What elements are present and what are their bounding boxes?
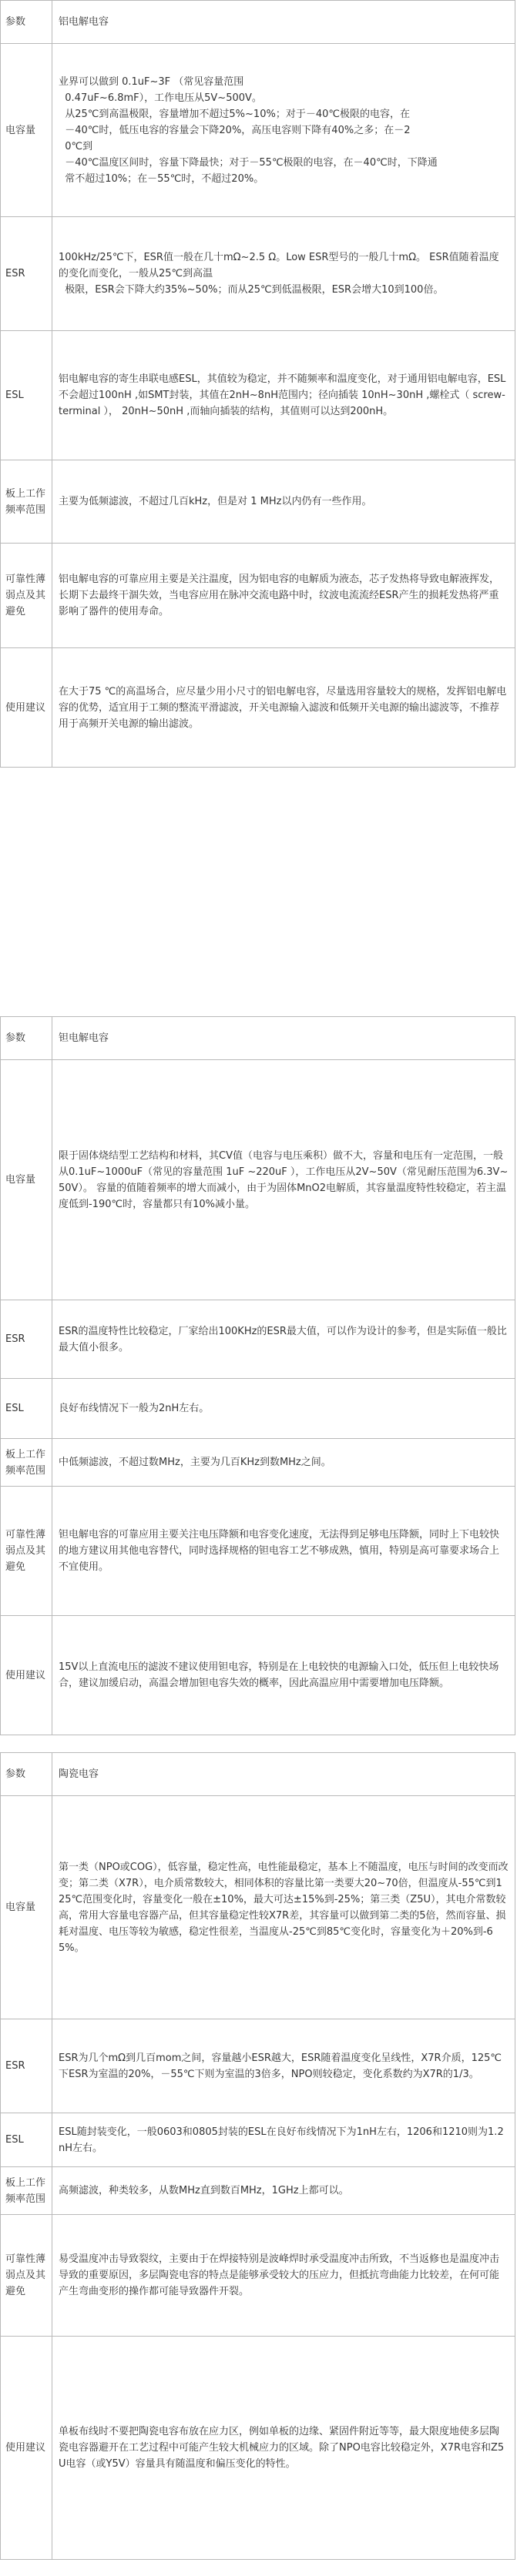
row-value: ESR的温度特性比较稳定，厂家给出100KHz的ESR最大值，可以作为设计的参考，但是实际值一般比最大值小很多。 <box>52 1300 515 1379</box>
row-value: 铝电解电容的可靠应用主要是关注温度，因为铝电容的电解质为液态，芯子发热将导致电解液挥发，长期下去最终干涸失效，当电容应用在脉冲交流电路中时，纹波电流流经ESR产生的损耗发热将严重影响了器件的使用寿命。 <box>52 544 515 648</box>
table-row <box>1 1300 515 1379</box>
param-header: 参数 <box>1 1 52 44</box>
row-value: 15V以上直流电压的滤波不建议使用钽电容，特别是在上电较快的电源输入口处，低压但上电较快场合，建议加缓启动，高温会增加钽电容失效的概率，因此高温应用中需要增加电压降额。 <box>52 1616 515 1735</box>
capacitor-type-header: 陶瓷电容 <box>52 1753 515 1796</box>
row-label: ESL <box>1 2113 52 2167</box>
row-value: 良好布线情况下一般为2nH左右。 <box>52 1379 515 1439</box>
table-header-row <box>1 1 515 44</box>
row-label: 可靠性薄弱点及其避免 <box>1 2215 52 2337</box>
row-value: 高频滤波，种类较多，从数MHz直到数百MHz，1GHz上都可以。 <box>52 2167 515 2215</box>
row-value: 单板布线时不要把陶瓷电容布放在应力区，例如单板的边缘、紧固件附近等等，最大限度地使多层陶瓷电容器避开在工艺过程中可能产生较大机械应力的区域。除了NPO电容比较稳定外，X7R电容和Z5U电容（或Y5V）容量具有随温度和偏压变化的特性。 <box>52 2337 515 2560</box>
row-label: 使用建议 <box>1 2337 52 2560</box>
table-row <box>1 2167 515 2215</box>
row-label: 电容量 <box>1 44 52 217</box>
table-row <box>1 217 515 331</box>
row-value: 限于固体烧结型工艺结构和材料，其CV值（电容与电压乘积）做不大，容量和电压有一定范围，一般从0.1uF~1000uF（常见的容量范围 1uF ~220uF ），工作电压从2V~50V（常见耐压范围为6.3V~50V）。 容量的值随着频率的增大而减小，由于为固体MnO2电解质，其容量温度特性较稳定，若主温度低到-190℃时，容量都只有10%减小量。 <box>52 1060 515 1300</box>
row-value: 100kHz/25℃下，ESR值一般在几十mΩ~2.5 Ω。Low ESR型号的一般几十mΩ。 ESR值随着温度的变化而变化，一般从25℃到高温 极限，ESR会下降大约35%~50%；而从25℃到低温极限，ESR会增大10到100倍。 <box>52 217 515 331</box>
row-value: 钽电解电容的可靠应用主要关注电压降额和电容变化速度，无法得到足够电压降额，同时上下电较快的地方建议用其他电容替代，同时选择规格的钽电容工艺不够成熟，慎用，特别是高可靠要求场合上不宜使用。 <box>52 1487 515 1616</box>
table-row <box>1 1487 515 1616</box>
table-row <box>1 648 515 768</box>
row-label: ESL <box>1 1379 52 1439</box>
row-value: 主要为低频滤波，不超过几百kHz，但是对 1 MHz以内仍有一些作用。 <box>52 460 515 544</box>
table-header-row <box>1 1017 515 1060</box>
row-label: 板上工作频率范围 <box>1 1439 52 1487</box>
row-value: 业界可以做到 0.1uF~3F （常见容量范围 0.47uF~6.8mF），工作电压从5V~500V。 从25℃到高温极限，容量增加不超过5%~10%；对于－40℃极限的电容，在 －40℃时，低压电容的容量会下降20%，高压电容则下降有40%之多；在－2 0℃到 －40℃温度区间时，容量下降最快；对于－55℃极限的电容，在－40℃时，下降通 常不超过10%；在－55℃时，不超过20%。 <box>52 44 515 217</box>
table-row <box>1 2113 515 2167</box>
row-label: ESR <box>1 2019 52 2113</box>
aluminum-electrolytic-table <box>0 0 515 768</box>
row-value: 铝电解电容的寄生串联电感ESL，其值较为稳定，并不随频率和温度变化，对于通用铝电解电容，ESL不会超过100nH ,如SMT封装，其值在2nH~8nH范围内；径向插装 10nH~30nH ,螺栓式（ screw-terminal ）， 20nH~50nH ,而轴向插装的结构，其值则可以达到200nH。 <box>52 331 515 460</box>
row-label: 板上工作频率范围 <box>1 460 52 544</box>
table-row <box>1 2215 515 2337</box>
row-label: 可靠性薄弱点及其避免 <box>1 544 52 648</box>
table-row <box>1 460 515 544</box>
ceramic-capacitor-table <box>0 1752 515 2560</box>
table-row <box>1 44 515 217</box>
tantalum-electrolytic-table <box>0 1016 515 1735</box>
table-row <box>1 1379 515 1439</box>
row-value: ESL随封装变化，一般0603和0805封装的ESL在良好布线情况下为1nH左右，1206和1210则为1.2nH左右。 <box>52 2113 515 2167</box>
row-value: 易受温度冲击导致裂纹，主要由于在焊接特别是波峰焊时承受温度冲击所致，不当返修也是温度冲击导致的重要原因，多层陶瓷电容的特点是能够承受较大的压应力，但抵抗弯曲能力比较差，在何可能产生弯曲变形的操作都可能导致器件开裂。 <box>52 2215 515 2337</box>
row-value: 在大于75 ℃的高温场合，应尽量少用小尺寸的铝电解电容，尽量选用容量较大的规格，发挥铝电解电容的优势，适宜用于工频的整流平滑滤波，开关电源输入滤波和低频开关电源的输出滤波等，不推荐用于高频开关电源的输出滤波。 <box>52 648 515 768</box>
row-label: ESL <box>1 331 52 460</box>
table-row <box>1 1439 515 1487</box>
param-header: 参数 <box>1 1017 52 1060</box>
row-value: ESR为几个mΩ到几百mom之间，容量越小ESR越大，ESR随着温度变化呈线性，X7R介质，125℃下ESR为室温的20%，－55℃下则为室温的3倍多，NPO则较稳定，变化系数约为X7R的1/3。 <box>52 2019 515 2113</box>
table-row <box>1 544 515 648</box>
row-label: ESR <box>1 1300 52 1379</box>
table-header-row <box>1 1753 515 1796</box>
row-label: 使用建议 <box>1 1616 52 1735</box>
row-label: ESR <box>1 217 52 331</box>
row-label: 可靠性薄弱点及其避免 <box>1 1487 52 1616</box>
row-value: 第一类（NPO或COG），低容量，稳定性高，电性能最稳定，基本上不随温度，电压与时间的改变而改变；第二类（X7R），电介质常数较大，相同体积的容量比第一类要大20~70倍，但温度从-55℃到125℃范围变化时，容量变化一般在±10%，最大可达±15%到-25%；第三类（Z5U），其电介常数较高，常用大容量电容器产品，但其容量稳定性较X7R差，其容量可以做到第二类的5倍，然而容量、损耗对温度、电压等较为敏感，稳定性很差，当温度从-25℃到85℃变化时，容量变化为＋20%到-65%。 <box>52 1796 515 2019</box>
table-row <box>1 331 515 460</box>
table-row <box>1 1060 515 1300</box>
capacitor-type-header: 钽电解电容 <box>52 1017 515 1060</box>
table-row <box>1 1616 515 1735</box>
param-header: 参数 <box>1 1753 52 1796</box>
capacitor-type-header: 铝电解电容 <box>52 1 515 44</box>
row-label: 电容量 <box>1 1060 52 1300</box>
row-label: 板上工作频率范围 <box>1 2167 52 2215</box>
row-label: 电容量 <box>1 1796 52 2019</box>
row-value: 中低频滤波，不超过数MHz，主要为几百KHz到数MHz之间。 <box>52 1439 515 1487</box>
table-row <box>1 2019 515 2113</box>
table-row <box>1 2337 515 2560</box>
row-label: 使用建议 <box>1 648 52 768</box>
table-row <box>1 1796 515 2019</box>
